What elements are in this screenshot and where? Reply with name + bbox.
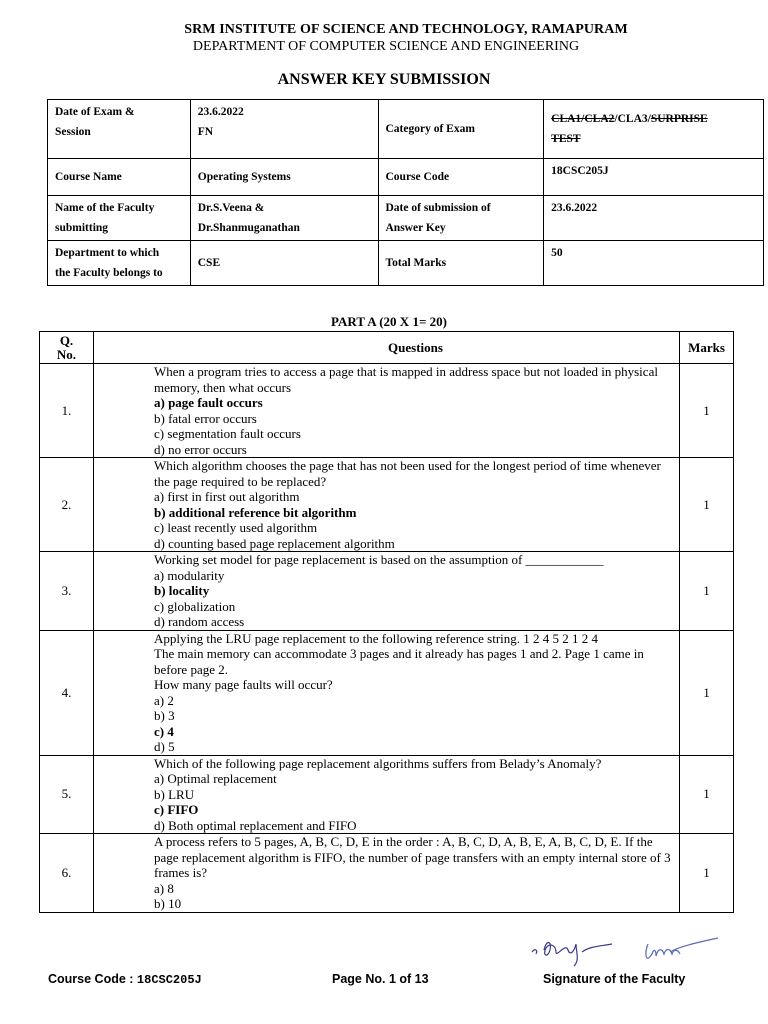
question-cell bbox=[94, 552, 680, 631]
question-cell bbox=[94, 364, 680, 458]
question-number: 1. bbox=[40, 364, 94, 458]
faculty-label: Name of the Faculty submitting bbox=[48, 196, 191, 241]
question-cell bbox=[94, 755, 680, 834]
answer-option: d) Both optimal replacement and FIFO bbox=[154, 817, 357, 833]
answer-option: c) globalization bbox=[154, 598, 236, 614]
column-header-questions: Questions bbox=[94, 332, 680, 364]
question-number: 2. bbox=[40, 458, 94, 552]
footer-signature-label: Signature of the Faculty bbox=[543, 972, 686, 986]
question-text: page replacement algorithm is FIFO, the number of page transfers with an empty internal store of 3 bbox=[154, 849, 671, 865]
course-code-label: Course Code bbox=[378, 159, 544, 196]
question-number: 3. bbox=[40, 552, 94, 631]
question-text: Which of the following page replacement algorithms suffers from Belady’s Anomaly? bbox=[154, 755, 602, 771]
answer-option: a) modularity bbox=[154, 567, 225, 583]
document-title: ANSWER KEY SUBMISSION bbox=[277, 71, 491, 88]
category-value: CLA1/CLA2/CLA3/SURPRISE TEST bbox=[544, 100, 764, 159]
question-row bbox=[40, 364, 734, 458]
question-marks: 1 bbox=[680, 630, 734, 755]
answer-option: d) random access bbox=[154, 614, 245, 629]
question-row bbox=[40, 552, 734, 631]
answer-option: a) Optimal replacement bbox=[154, 771, 277, 786]
question-text: When a program tries to access a page that is mapped in address space but not loaded in physical bbox=[154, 364, 658, 379]
total-marks-label: Total Marks bbox=[378, 241, 544, 286]
answer-option: d) counting based page replacement algorithm bbox=[154, 535, 395, 551]
question-text: How many page faults will occur? bbox=[154, 677, 333, 692]
correct-option: c) 4 bbox=[154, 723, 174, 739]
submission-date-value: 23.6.2022 bbox=[544, 196, 764, 241]
question-text: Working set model for page replacement is based on the assumption of ____________ bbox=[154, 552, 604, 567]
question-marks: 1 bbox=[680, 755, 734, 834]
correct-option: b) locality bbox=[154, 583, 210, 598]
date-of-exam-label: Date of Exam & Session bbox=[48, 100, 191, 159]
question-text: the page required to be replaced? bbox=[154, 473, 327, 489]
answer-option: a) first in first out algorithm bbox=[154, 489, 300, 504]
footer-course-code: Course Code : 18CSC205J bbox=[48, 972, 202, 987]
question-number: 4. bbox=[40, 630, 94, 755]
question-text: The main memory can accommodate 3 pages and it already has pages 1 and 2. Page 1 came in bbox=[154, 646, 644, 661]
total-marks-value: 50 bbox=[544, 241, 764, 286]
submission-date-label: Date of submission of Answer Key bbox=[378, 196, 544, 241]
question-marks: 1 bbox=[680, 552, 734, 631]
department-name: DEPARTMENT OF COMPUTER SCIENCE AND ENGINEERING bbox=[192, 39, 580, 54]
answer-option: a) 8 bbox=[154, 880, 174, 896]
answer-option: b) 3 bbox=[154, 708, 175, 723]
question-text: A process refers to 5 pages, A, B, C, D, E in the order : A, B, C, D, A, B, E, A, B, C, D, E. If the bbox=[154, 834, 653, 849]
question-cell bbox=[94, 458, 680, 552]
question-number: 6. bbox=[40, 834, 94, 913]
date-of-exam-value: 23.6.2022 FN bbox=[190, 100, 378, 159]
question-number: 5. bbox=[40, 755, 94, 834]
department-value: CSE bbox=[190, 241, 378, 286]
part-a-title: PART A (20 X 1= 20) bbox=[331, 314, 447, 329]
faculty-value: Dr.S.Veena & Dr.Shanmuganathan bbox=[190, 196, 378, 241]
question-row bbox=[40, 755, 734, 834]
correct-option: a) page fault occurs bbox=[154, 395, 263, 410]
answer-option: a) 2 bbox=[154, 692, 174, 708]
answer-option: d) 5 bbox=[154, 739, 175, 754]
exam-info-table bbox=[47, 99, 764, 286]
question-cell bbox=[94, 630, 680, 755]
question-text: memory, then what occurs bbox=[154, 379, 292, 395]
course-name-value: Operating Systems bbox=[190, 159, 378, 196]
questions-table bbox=[39, 331, 734, 913]
answer-option: b) fatal error occurs bbox=[154, 410, 257, 426]
answer-option: b) LRU bbox=[154, 786, 195, 802]
department-label: Department to which the Faculty belongs to bbox=[48, 241, 191, 286]
answer-option: d) no error occurs bbox=[154, 441, 247, 457]
question-text: before page 2. bbox=[154, 661, 228, 677]
question-cell bbox=[94, 834, 680, 913]
question-marks: 1 bbox=[680, 834, 734, 913]
question-row bbox=[40, 630, 734, 755]
question-text: Applying the LRU page replacement to the following reference string. 1 2 4 5 2 1 2 4 bbox=[154, 630, 599, 646]
question-row bbox=[40, 834, 734, 913]
column-header-marks: Marks bbox=[680, 332, 734, 364]
answer-option: c) least recently used algorithm bbox=[154, 520, 318, 535]
correct-option: b) additional reference bit algorithm bbox=[154, 504, 357, 520]
question-text: Which algorithm chooses the page that has not been used for the longest period of time whenever bbox=[154, 458, 661, 473]
question-text: frames is? bbox=[154, 865, 208, 880]
institute-name: SRM INSTITUTE OF SCIENCE AND TECHNOLOGY, RAMAPURAM bbox=[184, 22, 628, 37]
question-marks: 1 bbox=[680, 364, 734, 458]
column-header-qno: Q. No. bbox=[40, 332, 94, 364]
answer-option: c) segmentation fault occurs bbox=[154, 426, 301, 441]
course-code-value: 18CSC205J bbox=[544, 159, 764, 196]
course-name-label: Course Name bbox=[48, 159, 191, 196]
footer-page-number: Page No. 1 of 13 bbox=[332, 972, 429, 986]
question-row bbox=[40, 458, 734, 552]
category-label: Category of Exam bbox=[378, 100, 544, 159]
answer-option: b) 10 bbox=[154, 896, 182, 911]
correct-option: c) FIFO bbox=[154, 802, 199, 817]
question-marks: 1 bbox=[680, 458, 734, 552]
faculty-signature bbox=[520, 930, 720, 970]
